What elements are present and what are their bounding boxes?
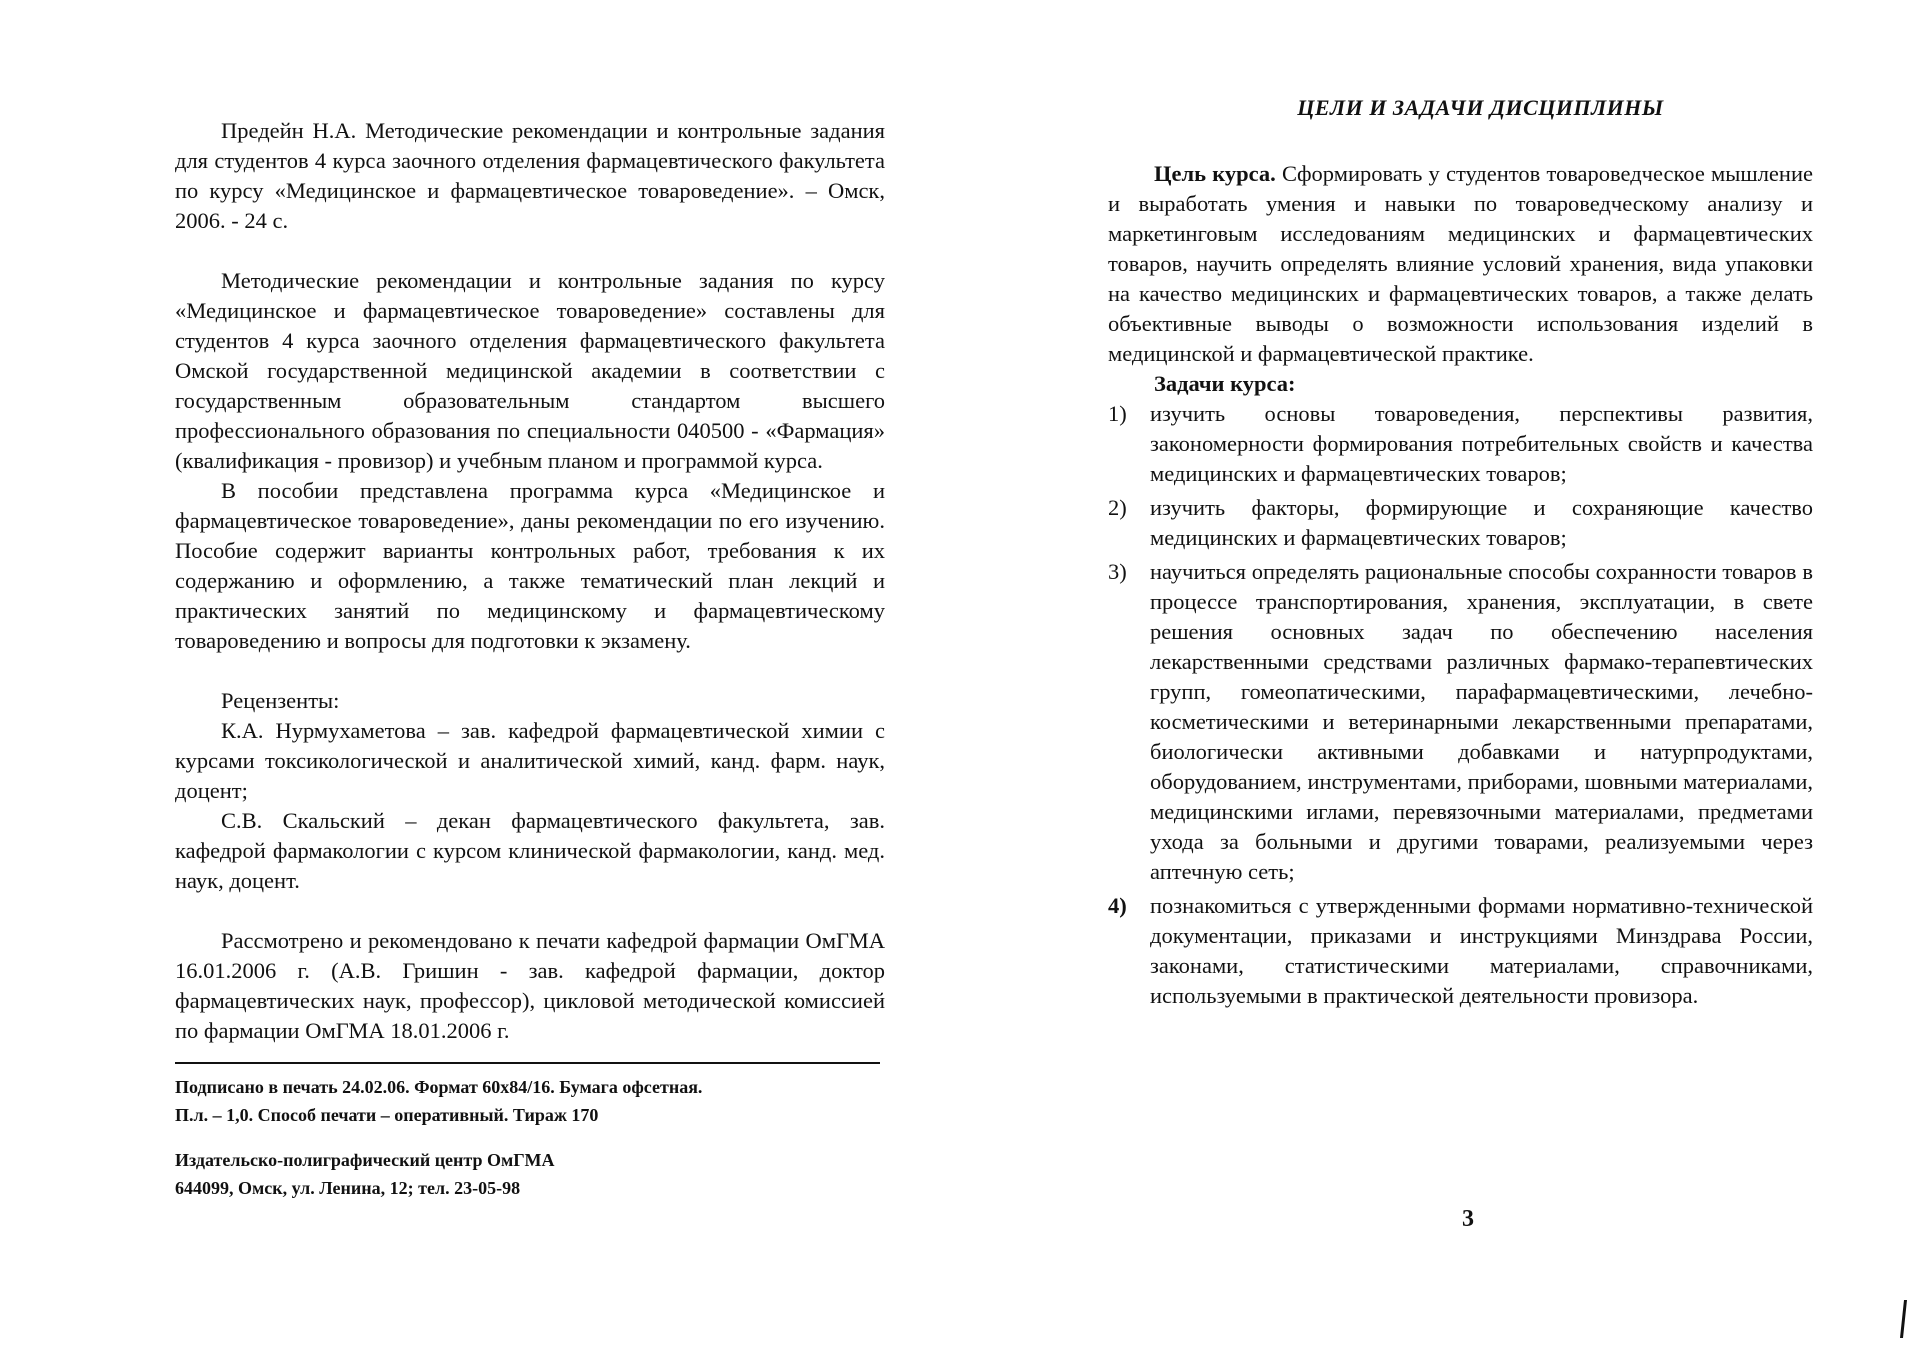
list-item-number: 2) xyxy=(1108,495,1127,520)
reviewer-1: К.А. Нурмухаметова – зав. кафедрой фармацевтической химии с курсами токсикологической и аналитической химий, канд. фарм. наук, доцент; xyxy=(175,718,885,803)
page-number: 3 xyxy=(1462,1206,1474,1232)
list-item-text: изучить основы товароведения, перспективы развития, закономерности формирования потребительных свойств и качества медицинских и фармацевтических товаров; xyxy=(1150,401,1813,486)
list-item xyxy=(1108,557,1813,887)
tasks-label: Задачи курса: xyxy=(1154,371,1296,396)
list-item-number: 4) xyxy=(1108,893,1127,918)
list-item-text: изучить факторы, формирующие и сохраняющие качество медицинских и фармацевтических товаров; xyxy=(1150,495,1813,550)
publisher-line-1: Издательско-полиграфический центр ОмГМА xyxy=(175,1150,555,1170)
list-item-text: познакомиться с утвержденными формами нормативно-технической документации, приказами и инструкциями Минздрава России, законами, статистическими материалами, справочниками, используемыми в практической деятельности провизора. xyxy=(1150,893,1813,1008)
course-goal-label: Цель курса. xyxy=(1154,161,1276,186)
imprint-divider xyxy=(175,1062,880,1064)
list-item-number: 1) xyxy=(1108,401,1127,426)
reviewer-2: С.В. Скальский – декан фармацевтического факультета, зав. кафедрой фармакологии с курсом клинической фармакологии, канд. мед. наук, доцент. xyxy=(175,808,885,893)
imprint-line-1: Подписано в печать 24.02.06. Формат 60х84/16. Бумага офсетная. xyxy=(175,1077,703,1097)
list-item xyxy=(1108,493,1813,553)
publisher-line-2: 644099, Омск, ул. Ленина, 12; тел. 23-05-98 xyxy=(175,1178,521,1198)
reviewers-label: Рецензенты: xyxy=(221,688,340,713)
intro-paragraph-2: В пособии представлена программа курса «Медицинское и фармацевтическое товароведение», даны рекомендации по его изучению. Пособие содержит варианты контрольных работ, требования к их содержанию и оформлению, а также тематический план лекций и практических занятий по медицинскому и фармацевтическому товароведению и вопросы для подготовки к экзамену. xyxy=(175,478,885,653)
list-item xyxy=(1108,399,1813,489)
tasks-list xyxy=(1108,399,1813,1011)
citation: Предейн Н.А. Методические рекомендации и контрольные задания для студентов 4 курса заочного отделения фармацевтического факультета по курсу «Медицинское и фармацевтическое товароведение». – Омск, 2006. - 24 с. xyxy=(175,118,885,233)
list-item-number: 3) xyxy=(1108,559,1127,584)
intro-paragraph-1: Методические рекомендации и контрольные задания по курсу «Медицинское и фармацевтическое товароведение» составлены для студентов 4 курса заочного отделения фармацевтического факультета Омской государственной медицинской академии в соответствии с государственным образовательным стандартом высшего профессионального образования по специальности 040500 - «Фармация» (квалификация - провизор) и учебным планом и программой курса. xyxy=(175,268,885,473)
left-text-column xyxy=(175,116,885,1046)
imprint-line-2: П.л. – 1,0. Способ печати – оперативный. Тираж 170 xyxy=(175,1105,599,1125)
approval-note: Рассмотрено и рекомендовано к печати кафедрой фармации ОмГМА 16.01.2006 г. (А.В. Гришин - зав. кафедрой фармации, доктор фармацевтических наук, профессор), цикловой методической комиссией по фармации ОмГМА 18.01.2006 г. xyxy=(175,928,885,1043)
publisher-info xyxy=(175,1146,895,1202)
list-item xyxy=(1108,891,1813,1011)
course-goal-text: Сформировать у студентов товароведческое мышление и выработать умения и навыки по товароведческому анализу и маркетинговым исследованиям медицинских и фармацевтических товаров, научить определять влияние условий хранения, вида упаковки на качество медицинских и фармацевтических товаров, а также делать объективные выводы о возможности использования изделий в медицинской и фармацевтической практике. xyxy=(1108,161,1813,366)
print-imprint xyxy=(175,1073,895,1129)
list-item-text: научиться определять рациональные способы сохранности товаров в процессе транспортирования, хранения, эксплуатации, в свете решения основных задач по обеспечению населения лекарственными средствами различных фармако-терапевтических групп, гомеопатическими, парафармацевтическими, лечебно-косметическими и ветеринарными лекарственными препаратами, биологически активными добавками и натурпродуктами, оборудованием, инструментами, приборами, шовными материалами, медицинскими иглами, перевязочными материалами, предметами ухода за больными и другими товарами, реализуемыми через аптечную сеть; xyxy=(1150,559,1813,884)
right-text-column xyxy=(1108,93,1813,1015)
course-goal xyxy=(1108,159,1813,369)
section-heading: ЦЕЛИ И ЗАДАЧИ ДИСЦИПЛИНЫ xyxy=(1297,95,1664,120)
